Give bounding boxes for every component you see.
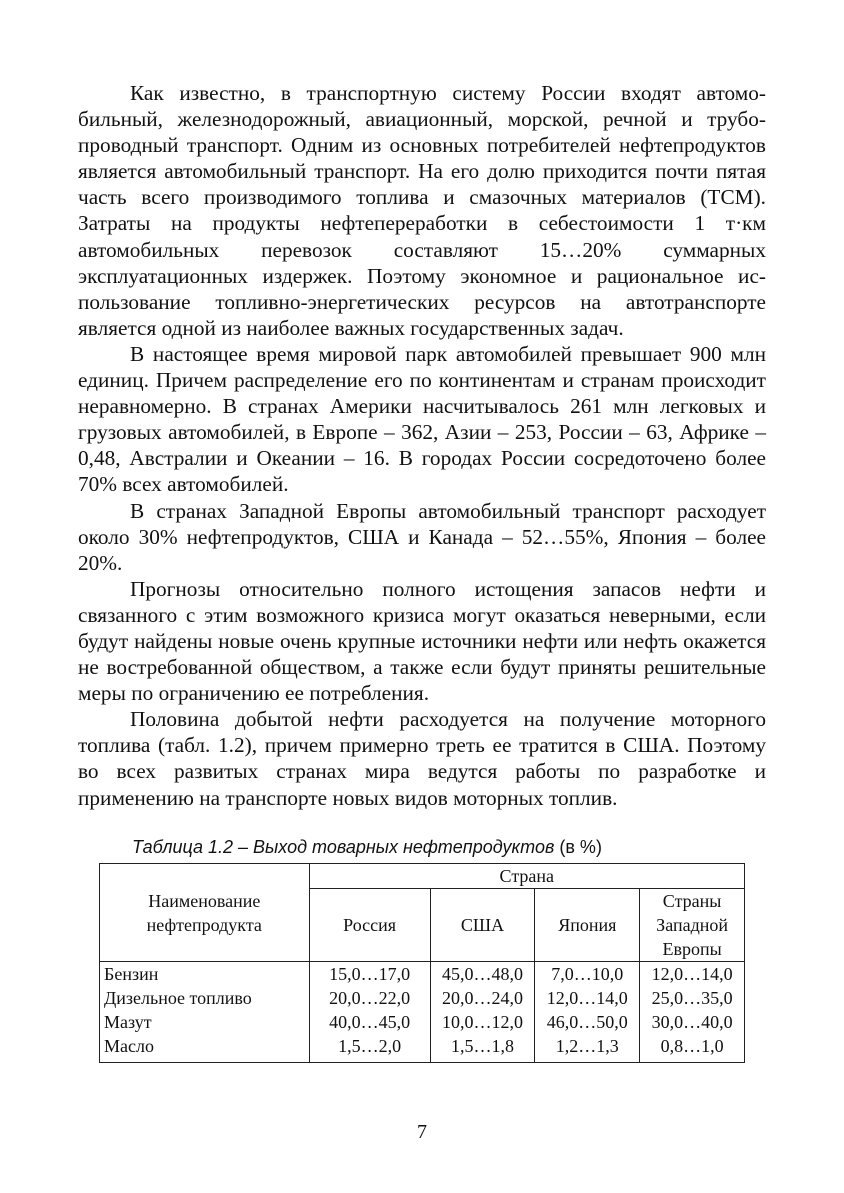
value: 12,0…14,0 [546,988,628,1008]
product-name: Бензин [104,964,159,984]
product-names-cell [100,962,310,1063]
header-product-name: Наименование нефтепродукта [100,864,310,962]
value: 1,2…1,3 [555,1036,619,1056]
header-western-europe: Страны Западной Европы [640,889,745,962]
value: 1,5…2,0 [338,1036,402,1056]
page-number: 7 [417,1121,427,1143]
japan-values-cell [535,962,640,1063]
western-europe-values-cell [640,962,745,1063]
paragraph: Половина добытой нефти расходуется на получение моторного топлива (табл. 1.2), причем примерно треть ее тратится в США. Поэтому во всех развитых странах мира ведутся работы по разработке и применению на транспорте новых видов моторных топлив. [78,707,766,810]
header-japan: Япония [535,889,640,962]
header-country-group: Страна [309,864,744,889]
paragraph: В настоящее время мировой парк автомобилей превышает 900 млн единиц. Причем распределение его по континентам и странам происходит неравномерно. В странах Америки насчитывалось 261 млн легковых и грузовых автомобилей, в Европе – 362, Азии – 253, России – 63, Африке – 0,48, Австралии и Океании – 16. В городах России сосредоточено более 70% всех автомобилей. [78,341,766,497]
table-caption-title: Таблица 1.2 – Выход товарных нефтепродуктов [132,837,555,857]
value: 7,0…10,0 [551,964,624,984]
value: 40,0…45,0 [329,1012,411,1032]
value: 12,0…14,0 [651,964,733,984]
paragraph: Как известно, в транспортную систему России входят автомобильный, железнодорожный, авиационный, морской, речной и трубопроводный транспорт. Одним из основных потребителей нефтепродуктов является автомобильный транспорт. На его долю приходится почти пятая часть всего производимого топлива и смазочных материалов (ТСМ). Затраты на продукты нефтепереработки в себестоимости 1 т·км автомобильных перевозок составляют 15…20% суммарных эксплуатационных издержек. Поэтому экономное и рациональное использование топливно-энергетических ресурсов на автотранспорте является одной из наиболее важных государственных задач. [78,81,766,340]
body-text [78,80,766,811]
header-russia: Россия [309,889,430,962]
value: 15,0…17,0 [329,964,411,984]
table-body-row [100,962,745,1063]
value: 20,0…24,0 [442,988,524,1008]
header-usa: США [430,889,535,962]
value: 1,5…1,8 [451,1036,515,1056]
table-header-row [100,864,745,889]
fuel-yield-table [99,863,745,1063]
paragraph: В странах Западной Европы автомобильный транспорт расходует около 30% нефтепродуктов, США и Канада – 52…55%, Япония – более 20%. [78,498,766,575]
product-name: Масло [104,1036,154,1056]
product-name: Дизельное топливо [104,988,252,1008]
paragraph: Прогнозы относительно полного истощения запасов нефти и связанного с этим возможного кризиса могут оказаться неверными, если будут найдены новые очень крупные источники нефти или нефть окажется не востребованной обществом, а также если будут приняты решительные меры по ограничению ее потребления. [78,576,766,706]
value: 10,0…12,0 [442,1012,524,1032]
value: 25,0…35,0 [651,988,733,1008]
value: 45,0…48,0 [442,964,524,984]
value: 0,8…1,0 [660,1036,724,1056]
product-name: Мазут [104,1012,152,1032]
value: 30,0…40,0 [651,1012,733,1032]
russia-values-cell [309,962,430,1063]
table-caption [132,835,602,859]
usa-values-cell [430,962,535,1063]
value: 20,0…22,0 [329,988,411,1008]
table-caption-unit: (в %) [559,837,602,857]
value: 46,0…50,0 [546,1012,628,1032]
